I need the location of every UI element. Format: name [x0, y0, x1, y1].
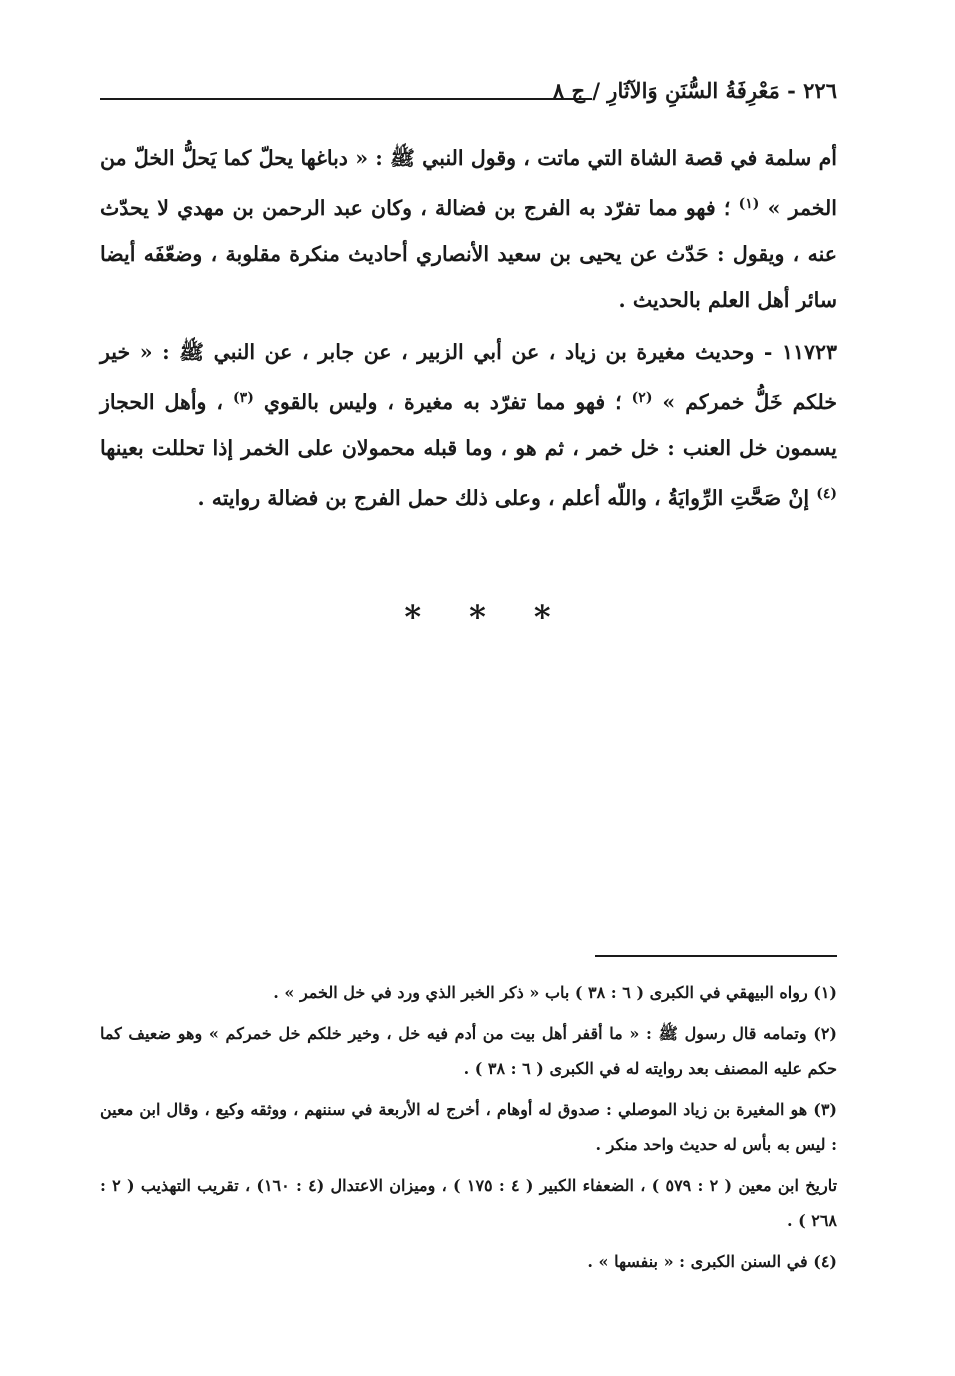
footnote-rule — [595, 955, 837, 957]
footnote-3: (٣) هو المغيرة بن زياد الموصلي : صدوق له أوهام ، أخرج له الأربعة في سننهم ، ووثقه وكيع ، وقال ابن معين : ليس به بأس له حديث واحد منكر . — [100, 1100, 837, 1154]
header-rule — [100, 98, 592, 100]
page-header — [100, 78, 837, 118]
footnote-ref-4: (٤) — [816, 486, 837, 502]
paragraph-2-text: ١١٧٢٣ - وحديث مغيرة بن زياد ، عن أبي الزبير ، عن جابر ، عن النبي ﷺ : « خير خلكم خَلُّ خمركم » — [100, 340, 838, 414]
footnote-1: (١) رواه البيهقي في الكبرى ( ٦ : ٣٨ ) باب « ذكر الخبر الذي ورد في خل الخمر » . — [273, 983, 837, 1002]
asterisk-2: * — [469, 598, 486, 636]
paragraph-2-text-b: ؛ فهو مما تفرّد به مغيرة ، وليس بالقوي — [263, 390, 622, 414]
footnote-3-sources: تاريخ ابن معين ( ٢ : ٥٧٩ ) ، الضعفاء الكبير ( ٤ : ١٧٥ ) ، وميزان الاعتدال (٤ : ١٦٠) ، تقريب التهذيب ( ٢ : ٢٦٨ ) . — [100, 1176, 838, 1230]
section-separator — [0, 598, 955, 636]
footnote-ref-2: (٢) — [631, 390, 653, 406]
footnotes — [100, 975, 837, 1285]
footnote-ref-3: (٣) — [233, 390, 254, 406]
asterisk-3: * — [533, 598, 551, 636]
paragraph-1-text: أم سلمة في قصة الشاة التي ماتت ، وقول النبي ﷺ : « دباغها يحلّ كما يَحلُّ الخلّ من الخمر » — [100, 146, 837, 220]
main-text — [100, 135, 837, 521]
footnote-4: (٤) في السنن الكبرى : « بنفسها » . — [587, 1252, 837, 1271]
footnote-2: (٢) وتمامه قال رسول ﷺ : « ما أقفر أهل بيت من أدم فيه خل ، وخير خلكم خل خمركم » وهو ضعيف كما حكم عليه المصنف بعد روايته له في الكبرى ( ٦ : ٣٨ ) . — [100, 1024, 837, 1078]
paragraph-2 — [100, 329, 837, 521]
paragraph-2-text-c: ، وأهل الحجاز يسمون خل العنب : خل خمر ، ثم هو ، وما قبله محمولان على الخمر إذا تحللت بعينها — [100, 390, 837, 460]
asterisk-1: * — [404, 598, 422, 636]
paragraph-1-text-b: ؛ فهو مما تفرّد به الفرج بن فضالة ، وكان عبد الرحمن بن مهدي لا يحدّث عنه ، ويقول : حَدّث عن يحيى بن سعيد الأنصاري أحاديث منكرة مقلوبة ، وضعّفَه أيضا سائر أهل العلم بالحديث . — [100, 196, 837, 312]
paragraph-2-text-d: إنْ صَحَّتِ الرِّوايَةُ ، واللّه أعلم ، وعلى ذلك حمل الفرج بن فضالة روايته . — [197, 486, 810, 510]
running-title: ٢٢٦ - مَعْرِفَةُ السُّنَنِ وَالآثَارِ / ج ٨ — [552, 78, 837, 103]
paragraph-1 — [100, 135, 837, 323]
footnote-ref-1: (١) — [738, 196, 760, 212]
